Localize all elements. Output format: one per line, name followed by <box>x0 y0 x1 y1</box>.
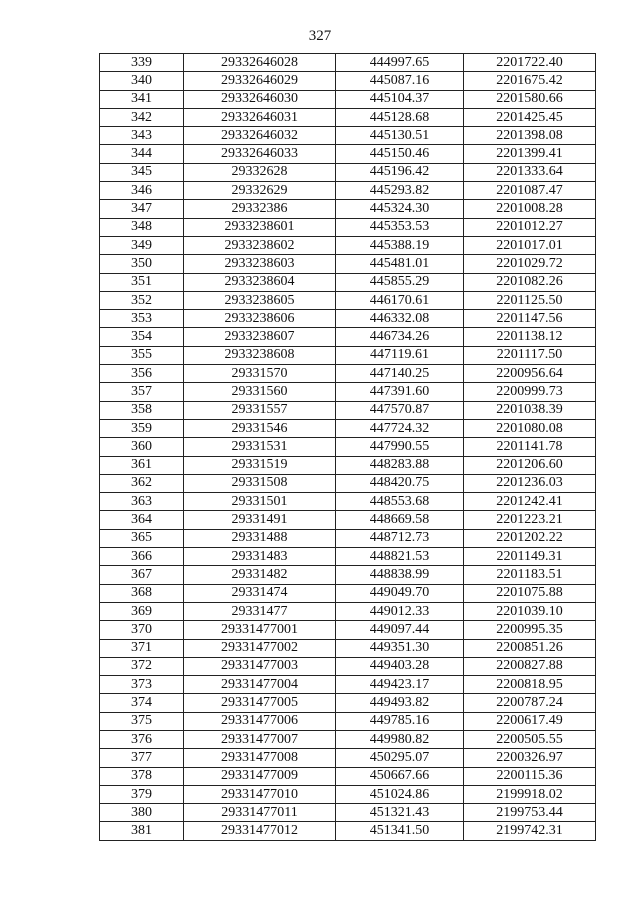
x-coordinate-cell: 445481.01 <box>336 255 464 273</box>
point-number-cell: 353 <box>100 310 184 328</box>
y-coordinate-cell: 2201236.03 <box>464 474 596 492</box>
table-row <box>100 255 596 273</box>
x-coordinate-cell: 445130.51 <box>336 127 464 145</box>
y-coordinate-cell: 2200995.35 <box>464 621 596 639</box>
point-number-cell: 342 <box>100 108 184 126</box>
x-coordinate-cell: 447990.55 <box>336 438 464 456</box>
table-row <box>100 566 596 584</box>
x-coordinate-cell: 444997.65 <box>336 54 464 72</box>
table-row <box>100 346 596 364</box>
x-coordinate-cell: 449785.16 <box>336 712 464 730</box>
x-coordinate-cell: 448553.68 <box>336 493 464 511</box>
point-id-cell: 2933238603 <box>184 255 336 273</box>
point-number-cell: 339 <box>100 54 184 72</box>
point-number-cell: 362 <box>100 474 184 492</box>
x-coordinate-cell: 445104.37 <box>336 90 464 108</box>
point-id-cell: 29331546 <box>184 419 336 437</box>
table-row <box>100 145 596 163</box>
table-row <box>100 438 596 456</box>
point-id-cell: 2933238607 <box>184 328 336 346</box>
y-coordinate-cell: 2201038.39 <box>464 401 596 419</box>
point-id-cell: 29331477006 <box>184 712 336 730</box>
y-coordinate-cell: 2201183.51 <box>464 566 596 584</box>
table-row <box>100 163 596 181</box>
point-id-cell: 29331477005 <box>184 694 336 712</box>
x-coordinate-cell: 448420.75 <box>336 474 464 492</box>
point-id-cell: 29331477009 <box>184 767 336 785</box>
table-row <box>100 291 596 309</box>
x-coordinate-cell: 445128.68 <box>336 108 464 126</box>
x-coordinate-cell: 445087.16 <box>336 72 464 90</box>
point-id-cell: 29331477012 <box>184 822 336 840</box>
table-row <box>100 493 596 511</box>
point-id-cell: 29331508 <box>184 474 336 492</box>
table-row <box>100 767 596 785</box>
point-number-cell: 356 <box>100 365 184 383</box>
y-coordinate-cell: 2200827.88 <box>464 657 596 675</box>
x-coordinate-cell: 446734.26 <box>336 328 464 346</box>
point-number-cell: 363 <box>100 493 184 511</box>
point-id-cell: 29331477008 <box>184 749 336 767</box>
point-id-cell: 29331477002 <box>184 639 336 657</box>
y-coordinate-cell: 2199753.44 <box>464 804 596 822</box>
point-number-cell: 351 <box>100 273 184 291</box>
table-row <box>100 90 596 108</box>
point-number-cell: 375 <box>100 712 184 730</box>
x-coordinate-cell: 451341.50 <box>336 822 464 840</box>
x-coordinate-cell: 445150.46 <box>336 145 464 163</box>
point-id-cell: 2933238605 <box>184 291 336 309</box>
y-coordinate-cell: 2201206.60 <box>464 456 596 474</box>
point-number-cell: 340 <box>100 72 184 90</box>
point-id-cell: 29332646031 <box>184 108 336 126</box>
table-row <box>100 72 596 90</box>
table-row <box>100 401 596 419</box>
y-coordinate-cell: 2201012.27 <box>464 218 596 236</box>
point-number-cell: 381 <box>100 822 184 840</box>
x-coordinate-cell: 445196.42 <box>336 163 464 181</box>
x-coordinate-cell: 448283.88 <box>336 456 464 474</box>
table-row <box>100 804 596 822</box>
point-id-cell: 29331477004 <box>184 676 336 694</box>
point-id-cell: 29331477007 <box>184 730 336 748</box>
y-coordinate-cell: 2201125.50 <box>464 291 596 309</box>
point-number-cell: 369 <box>100 602 184 620</box>
y-coordinate-cell: 2201398.08 <box>464 127 596 145</box>
x-coordinate-cell: 449012.33 <box>336 602 464 620</box>
point-id-cell: 29331477001 <box>184 621 336 639</box>
y-coordinate-cell: 2201117.50 <box>464 346 596 364</box>
x-coordinate-cell: 445293.82 <box>336 182 464 200</box>
table-row <box>100 236 596 254</box>
point-number-cell: 352 <box>100 291 184 309</box>
point-number-cell: 355 <box>100 346 184 364</box>
point-number-cell: 341 <box>100 90 184 108</box>
x-coordinate-cell: 447391.60 <box>336 383 464 401</box>
point-number-cell: 345 <box>100 163 184 181</box>
point-id-cell: 29331560 <box>184 383 336 401</box>
table-row <box>100 310 596 328</box>
point-number-cell: 377 <box>100 749 184 767</box>
y-coordinate-cell: 2201149.31 <box>464 548 596 566</box>
table-row <box>100 529 596 547</box>
coordinate-table <box>99 53 596 841</box>
point-number-cell: 376 <box>100 730 184 748</box>
table-row <box>100 218 596 236</box>
table-row <box>100 749 596 767</box>
x-coordinate-cell: 448838.99 <box>336 566 464 584</box>
point-id-cell: 29331531 <box>184 438 336 456</box>
y-coordinate-cell: 2201138.12 <box>464 328 596 346</box>
table-row <box>100 657 596 675</box>
y-coordinate-cell: 2199918.02 <box>464 785 596 803</box>
point-id-cell: 2933238608 <box>184 346 336 364</box>
point-number-cell: 349 <box>100 236 184 254</box>
table-row <box>100 584 596 602</box>
point-id-cell: 29331477010 <box>184 785 336 803</box>
point-id-cell: 29331488 <box>184 529 336 547</box>
y-coordinate-cell: 2201722.40 <box>464 54 596 72</box>
table-row <box>100 785 596 803</box>
y-coordinate-cell: 2201082.26 <box>464 273 596 291</box>
point-id-cell: 29332646032 <box>184 127 336 145</box>
point-id-cell: 29331491 <box>184 511 336 529</box>
table-row <box>100 365 596 383</box>
table-row <box>100 474 596 492</box>
x-coordinate-cell: 449049.70 <box>336 584 464 602</box>
x-coordinate-cell: 449351.30 <box>336 639 464 657</box>
x-coordinate-cell: 449423.17 <box>336 676 464 694</box>
point-number-cell: 379 <box>100 785 184 803</box>
point-id-cell: 29331483 <box>184 548 336 566</box>
point-number-cell: 361 <box>100 456 184 474</box>
point-id-cell: 2933238606 <box>184 310 336 328</box>
table-row <box>100 730 596 748</box>
y-coordinate-cell: 2200956.64 <box>464 365 596 383</box>
y-coordinate-cell: 2201333.64 <box>464 163 596 181</box>
table-row <box>100 511 596 529</box>
x-coordinate-cell: 449097.44 <box>336 621 464 639</box>
table-row <box>100 639 596 657</box>
x-coordinate-cell: 448669.58 <box>336 511 464 529</box>
point-id-cell: 29331482 <box>184 566 336 584</box>
y-coordinate-cell: 2200851.26 <box>464 639 596 657</box>
point-number-cell: 358 <box>100 401 184 419</box>
point-id-cell: 29331557 <box>184 401 336 419</box>
point-id-cell: 29332629 <box>184 182 336 200</box>
table-row <box>100 548 596 566</box>
y-coordinate-cell: 2201399.41 <box>464 145 596 163</box>
point-number-cell: 344 <box>100 145 184 163</box>
y-coordinate-cell: 2201147.56 <box>464 310 596 328</box>
point-number-cell: 343 <box>100 127 184 145</box>
point-number-cell: 354 <box>100 328 184 346</box>
table-row <box>100 676 596 694</box>
y-coordinate-cell: 2201580.66 <box>464 90 596 108</box>
point-id-cell: 29331477003 <box>184 657 336 675</box>
table-row <box>100 602 596 620</box>
y-coordinate-cell: 2201029.72 <box>464 255 596 273</box>
point-number-cell: 367 <box>100 566 184 584</box>
y-coordinate-cell: 2200787.24 <box>464 694 596 712</box>
point-id-cell: 29332646028 <box>184 54 336 72</box>
x-coordinate-cell: 450667.66 <box>336 767 464 785</box>
x-coordinate-cell: 450295.07 <box>336 749 464 767</box>
x-coordinate-cell: 449493.82 <box>336 694 464 712</box>
point-id-cell: 29332386 <box>184 200 336 218</box>
table-row <box>100 621 596 639</box>
x-coordinate-cell: 449403.28 <box>336 657 464 675</box>
x-coordinate-cell: 447570.87 <box>336 401 464 419</box>
table-row <box>100 108 596 126</box>
point-number-cell: 357 <box>100 383 184 401</box>
table-row <box>100 182 596 200</box>
point-number-cell: 350 <box>100 255 184 273</box>
point-number-cell: 380 <box>100 804 184 822</box>
x-coordinate-cell: 451024.86 <box>336 785 464 803</box>
point-id-cell: 29331474 <box>184 584 336 602</box>
point-id-cell: 2933238601 <box>184 218 336 236</box>
x-coordinate-cell: 446170.61 <box>336 291 464 309</box>
point-number-cell: 359 <box>100 419 184 437</box>
point-number-cell: 348 <box>100 218 184 236</box>
y-coordinate-cell: 2201223.21 <box>464 511 596 529</box>
table-row <box>100 383 596 401</box>
table-row <box>100 822 596 840</box>
x-coordinate-cell: 445324.30 <box>336 200 464 218</box>
x-coordinate-cell: 447724.32 <box>336 419 464 437</box>
y-coordinate-cell: 2201675.42 <box>464 72 596 90</box>
y-coordinate-cell: 2200617.49 <box>464 712 596 730</box>
table-row <box>100 200 596 218</box>
point-id-cell: 2933238602 <box>184 236 336 254</box>
point-id-cell: 29331477 <box>184 602 336 620</box>
table-row <box>100 456 596 474</box>
x-coordinate-cell: 451321.43 <box>336 804 464 822</box>
y-coordinate-cell: 2200818.95 <box>464 676 596 694</box>
point-id-cell: 29332646030 <box>184 90 336 108</box>
table-row <box>100 328 596 346</box>
x-coordinate-cell: 449980.82 <box>336 730 464 748</box>
point-number-cell: 373 <box>100 676 184 694</box>
point-id-cell: 29331570 <box>184 365 336 383</box>
y-coordinate-cell: 2201141.78 <box>464 438 596 456</box>
y-coordinate-cell: 2200505.55 <box>464 730 596 748</box>
x-coordinate-cell: 445855.29 <box>336 273 464 291</box>
point-number-cell: 370 <box>100 621 184 639</box>
x-coordinate-cell: 445388.19 <box>336 236 464 254</box>
y-coordinate-cell: 2201202.22 <box>464 529 596 547</box>
point-id-cell: 29331519 <box>184 456 336 474</box>
table-row <box>100 419 596 437</box>
coordinate-table-body <box>100 54 596 841</box>
x-coordinate-cell: 448712.73 <box>336 529 464 547</box>
x-coordinate-cell: 446332.08 <box>336 310 464 328</box>
point-id-cell: 29331477011 <box>184 804 336 822</box>
y-coordinate-cell: 2200999.73 <box>464 383 596 401</box>
point-id-cell: 29332646033 <box>184 145 336 163</box>
point-id-cell: 29332646029 <box>184 72 336 90</box>
page-number: 327 <box>308 28 332 44</box>
x-coordinate-cell: 447140.25 <box>336 365 464 383</box>
point-number-cell: 371 <box>100 639 184 657</box>
y-coordinate-cell: 2200115.36 <box>464 767 596 785</box>
point-number-cell: 372 <box>100 657 184 675</box>
y-coordinate-cell: 2201080.08 <box>464 419 596 437</box>
point-number-cell: 374 <box>100 694 184 712</box>
point-id-cell: 29332628 <box>184 163 336 181</box>
y-coordinate-cell: 2201425.45 <box>464 108 596 126</box>
y-coordinate-cell: 2201039.10 <box>464 602 596 620</box>
table-row <box>100 694 596 712</box>
y-coordinate-cell: 2201008.28 <box>464 200 596 218</box>
point-number-cell: 347 <box>100 200 184 218</box>
y-coordinate-cell: 2201075.88 <box>464 584 596 602</box>
point-number-cell: 360 <box>100 438 184 456</box>
point-id-cell: 2933238604 <box>184 273 336 291</box>
y-coordinate-cell: 2201087.47 <box>464 182 596 200</box>
y-coordinate-cell: 2200326.97 <box>464 749 596 767</box>
point-number-cell: 346 <box>100 182 184 200</box>
y-coordinate-cell: 2201017.01 <box>464 236 596 254</box>
x-coordinate-cell: 447119.61 <box>336 346 464 364</box>
point-number-cell: 365 <box>100 529 184 547</box>
point-number-cell: 378 <box>100 767 184 785</box>
point-number-cell: 366 <box>100 548 184 566</box>
x-coordinate-cell: 445353.53 <box>336 218 464 236</box>
point-id-cell: 29331501 <box>184 493 336 511</box>
y-coordinate-cell: 2201242.41 <box>464 493 596 511</box>
x-coordinate-cell: 448821.53 <box>336 548 464 566</box>
point-number-cell: 368 <box>100 584 184 602</box>
table-row <box>100 273 596 291</box>
point-number-cell: 364 <box>100 511 184 529</box>
table-row <box>100 712 596 730</box>
y-coordinate-cell: 2199742.31 <box>464 822 596 840</box>
table-row <box>100 127 596 145</box>
table-row <box>100 54 596 72</box>
